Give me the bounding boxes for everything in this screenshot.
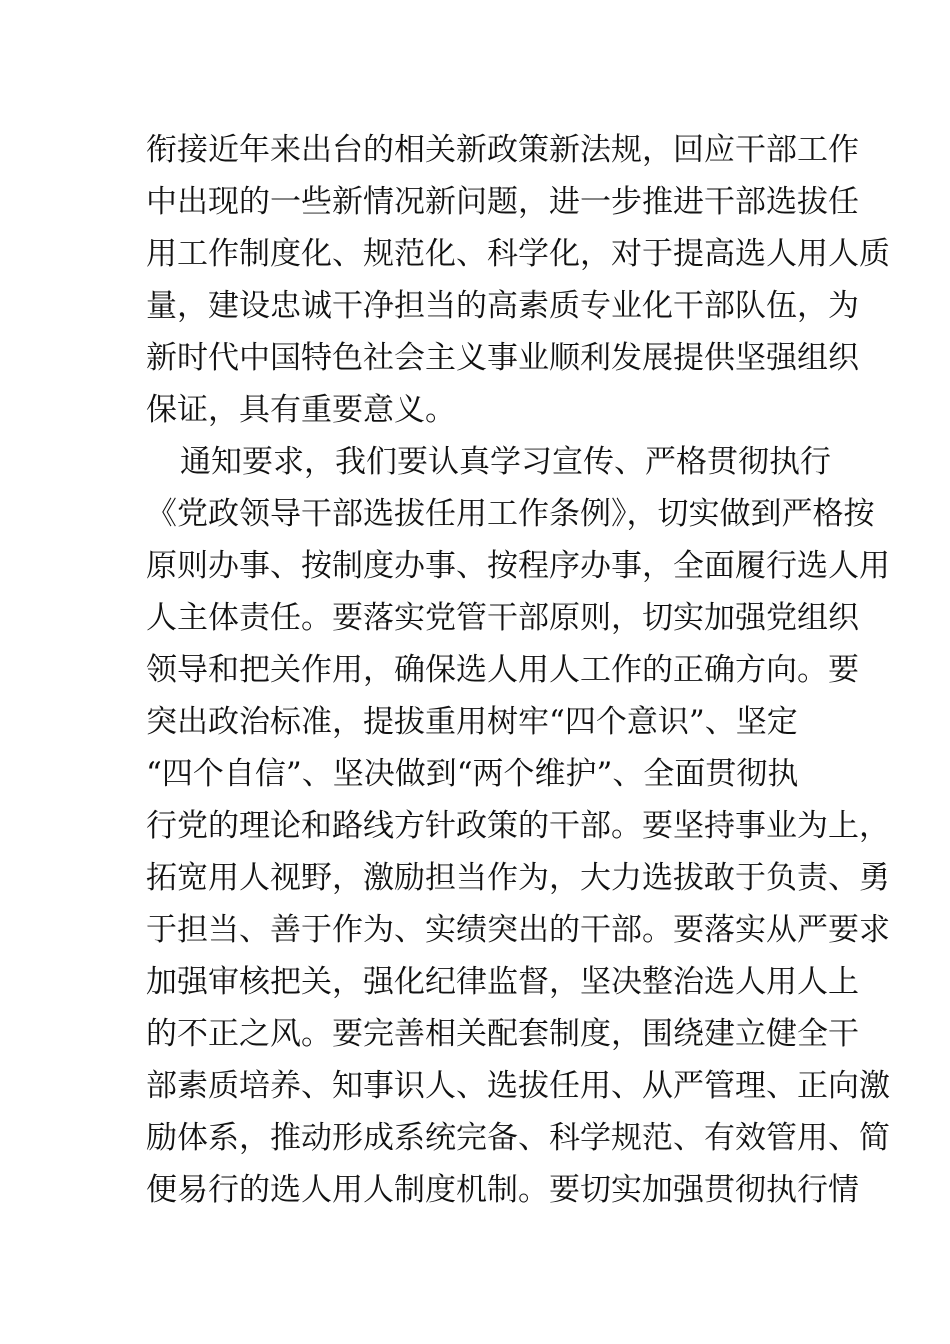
text-line: 原则办事、按制度办事、按程序办事，全面履行选人用	[146, 548, 890, 584]
text-line: 领导和把关作用，确保选人用人工作的正确方向。要	[146, 652, 859, 688]
text-line: 加强审核把关，强化纪律监督，坚决整治选人用人上	[146, 964, 859, 1000]
text-line: 中出现的一些新情况新问题，进一步推进干部选拔任	[146, 184, 859, 220]
text-line: “四个自信”、坚决做到“两个维护”、全面贯彻执	[146, 756, 799, 792]
text-line: 的不正之风。要完善相关配套制度，围绕建立健全干	[146, 1016, 859, 1052]
paragraph-1	[146, 124, 890, 436]
document-body	[146, 124, 890, 1216]
text-line: 突出政治标准，提拔重用树牢“四个意识”、坚定	[146, 704, 798, 740]
text-line: 拓宽用人视野，激励担当作为，大力选拔敢于负责、勇	[146, 860, 890, 896]
text-line: 于担当、善于作为、实绩突出的干部。要落实从严要求	[146, 912, 890, 948]
text-line: 通知要求，我们要认真学习宣传、严格贯彻执行	[180, 444, 831, 480]
text-line: 衔接近年来出台的相关新政策新法规，回应干部工作	[146, 132, 859, 168]
text-line: 保证，具有重要意义。	[146, 392, 456, 428]
text-line: 行党的理论和路线方针政策的干部。要坚持事业为上，	[146, 808, 890, 844]
text-line: 励体系，推动形成系统完备、科学规范、有效管用、简	[146, 1120, 890, 1156]
text-line: 用工作制度化、规范化、科学化，对于提高选人用人质	[146, 236, 890, 272]
text-line: 部素质培养、知事识人、选拔任用、从严管理、正向激	[146, 1068, 890, 1104]
text-line: 《党政领导干部选拔任用工作条例》，切实做到严格按	[146, 496, 875, 532]
text-line: 人主体责任。要落实党管干部原则，切实加强党组织	[146, 600, 859, 636]
paragraph-2	[146, 436, 890, 1216]
text-line: 新时代中国特色社会主义事业顺利发展提供坚强组织	[146, 340, 859, 376]
text-line: 便易行的选人用人制度机制。要切实加强贯彻执行情	[146, 1172, 859, 1208]
text-line: 量，建设忠诚干净担当的高素质专业化干部队伍，为	[146, 288, 859, 324]
